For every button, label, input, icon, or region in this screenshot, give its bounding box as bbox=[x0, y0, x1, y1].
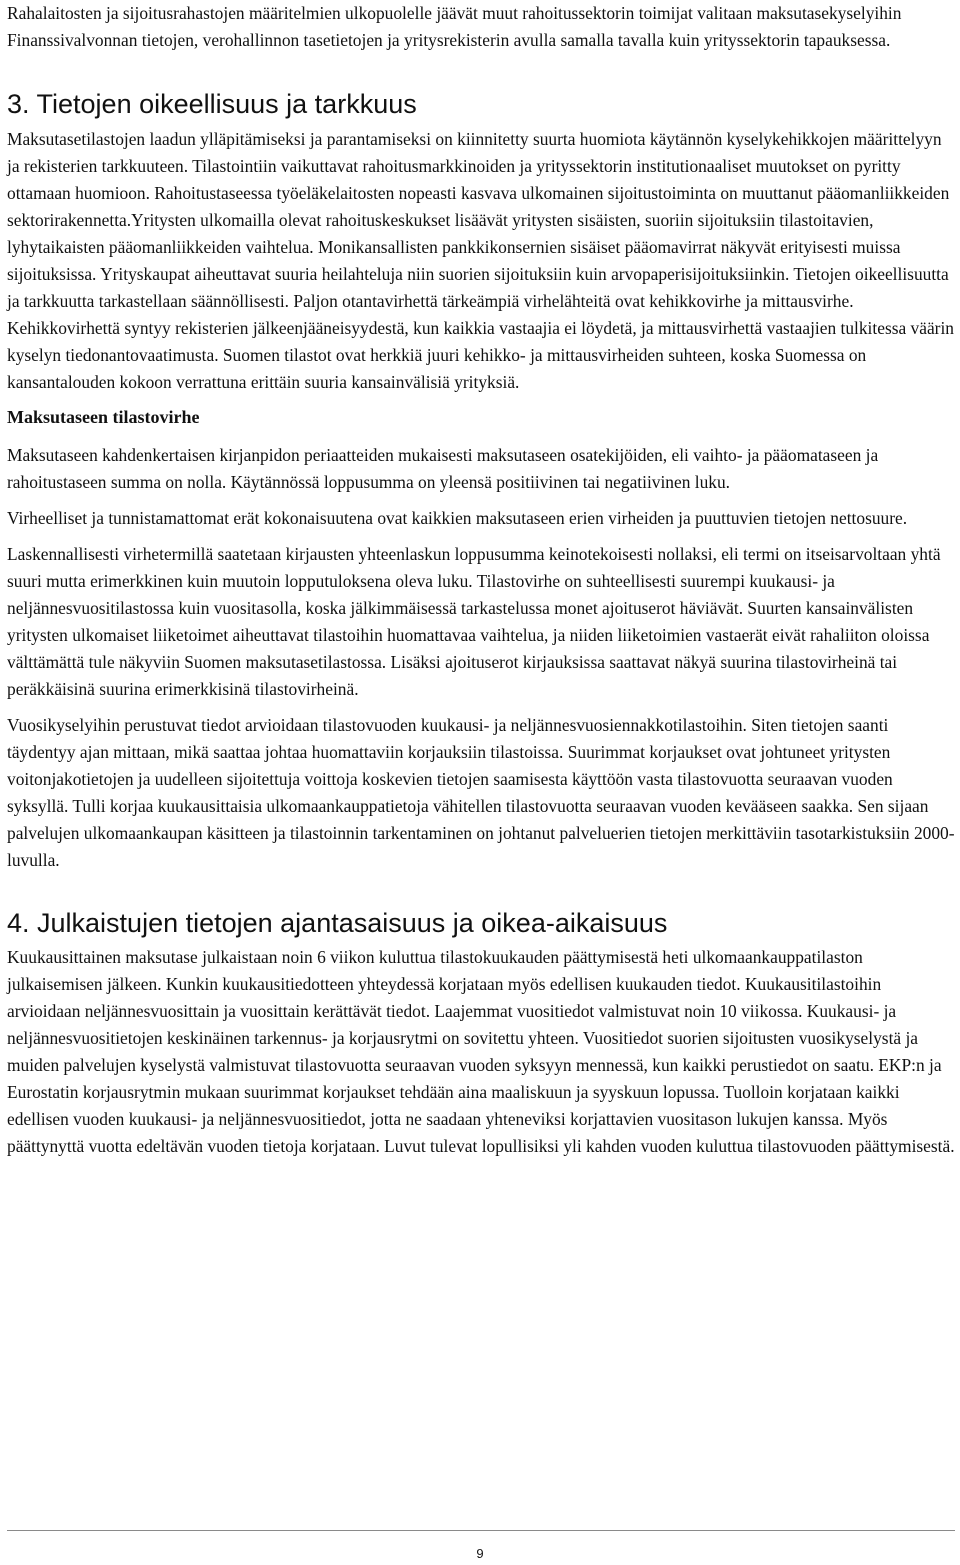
subsection-heading: Maksutaseen tilastovirhe bbox=[7, 407, 200, 427]
section-3-paragraph: Maksutasetilastojen laadun ylläpitämiseksi ja parantamiseksi on kiinnitetty suurta huomiota käytännön kyselykehikkojen määrittelyyn ja rekisterien tarkkuuteen. Tilastointiin vaikuttavat rahoitusmarkkinoiden ja yrityssektorin institutionaaliset muutokset on pyritty ottamaan huomioon. Rahoitustaseessa työeläkelaitosten nopeasti kasvava ulkomainen sijoitustoiminta on muuttanut pääomanliikkeiden sektorirakennetta.Yritysten ulkomailla olevat rahoituskeskukset lisäävät yritysten sisäisten, suoriin sijoituksiin tilastoitavien, lyhytaikaisten pääomanliikkeiden vaihtelua. Monikansallisten pankkikonsernien sisäiset pääomavirrat näkyvät erityisesti muissa sijoituksissa. Yrityskaupat aiheuttavat suuria heilahteluja niin suorien sijoituksiin kuin arvopaperisijoituksiinkin. Tietojen oikeellisuutta ja tarkkuutta tarkastellaan säännöllisesti. Paljon otantavirhettä tärkeämpiä virhelähteitä ovat kehikkovirhe ja mittausvirhe. Kehikkovirhettä syntyy rekisterien jälkeenjääneisyydestä, kun kaikkia vastaajia ei löydetä, ja mittausvirhettä vastaajien tulkitessa väärin kyselyn tiedonantovaatimusta. Suomen tilastot ovat herkkiä juuri kehikko- ja mittausvirheiden suhteen, koska Suomessa on kansantalouden kokoon verrattuna erittäin suuria kansainvälisiä yrityksiä. bbox=[7, 129, 954, 392]
page-number: 9 bbox=[476, 1546, 484, 1561]
section-4-heading: 4. Julkaistujen tietojen ajantasaisuus ja oikea-aikaisuus bbox=[7, 908, 668, 938]
page-content bbox=[7, 0, 957, 1160]
subsection-paragraph-3: Laskennallisesti virhetermillä saatetaan kirjausten yhteenlaskun loppusumma keinotekoisesti nollaksi, eli termi on itseisarvoltaan yhtä suuri mutta erimerkkinen kuin muutoin lopputuloksena oleva luku. Tilastovirhe on suhteellisesti suurempi kuukausi- ja neljännesvuositilastossa kuin vuositasolla, koska jälkimmäisessä tarkastelussa monet ajoituserot häviävät. Suurten kansainvälisten yritysten ulkomaiset liiketoimet aiheuttavat tilastoihin huomattavaa vaihtelua, ja niiden liiketoimien vastaerät eivät rahaliiton oloissa välttämättä tule näkyviin Suomen maksutasetilastossa. Lisäksi ajoituserot kirjauksissa saattavat näkyä suurina tilastovirheinä tai peräkkäisinä suurina erimerkkisinä tilastovirheinä. bbox=[7, 544, 941, 699]
subsection-paragraph-2: Virheelliset ja tunnistamattomat erät kokonaisuutena ovat kaikkien maksutaseen erien virheiden ja puuttuvien tietojen nettosuure. bbox=[7, 508, 908, 528]
footer-divider bbox=[7, 1530, 955, 1531]
subsection-paragraph-4: Vuosikyselyihin perustuvat tiedot arvioidaan tilastovuoden kuukausi- ja neljännesvuosiennakkotilastoihin. Siten tietojen saanti täydentyy ajan mittaan, mikä saattaa johtaa huomattaviin korjauksiin tilastoissa. Suurimmat korjaukset ovat johtuneet yritysten voitonjakotietojen ja uudelleen sijoitettuja voittoja koskevien tietojen saamisesta käyttöön vasta tilastovuotta seuraavan vuoden syksyllä. Tulli korjaa kuukausittaisia ulkomaankauppatietoja vähitellen tilastovuotta seuraavan vuoden kevääseen saakka. Sen sijaan palvelujen ulkomaankaupan käsitteen ja tilastoinnin tarkentaminen on johtanut palveluerien tietojen merkittäviin tasotarkistuksiin 2000-luvulla. bbox=[7, 715, 955, 870]
section-3-heading: 3. Tietojen oikeellisuus ja tarkkuus bbox=[7, 89, 417, 119]
subsection-paragraph-1: Maksutaseen kahdenkertaisen kirjanpidon periaatteiden mukaisesti maksutaseen osatekijöiden, eli vaihto- ja pääomataseen ja rahoitustaseen summa on nolla. Käytännössä loppusumma on yleensä positiivinen tai negatiivinen luku. bbox=[7, 445, 879, 492]
intro-paragraph: Rahalaitosten ja sijoitusrahastojen määritelmien ulkopuolelle jäävät muut rahoitussektorin toimijat valitaan maksutasekyselyihin Finanssivalvonnan tietojen, verohallinnon tasetietojen ja yritysrekisterin avulla samalla tavalla kuin yrityssektorin tapauksessa. bbox=[7, 3, 902, 50]
section-4-paragraph: Kuukausittainen maksutase julkaistaan noin 6 viikon kuluttua tilastokuukauden päättymisestä heti ulkomaankauppatilaston julkaisemisen jälkeen. Kunkin kuukausitiedotteen yhteydessä korjataan myös edellisen kuukauden tiedot. Kuukausitilastoihin arvioidaan neljännesvuosittain ja vuosittain kerättävät tiedot. Laajemmat vuositiedot valmistuvat noin 10 viikossa. Kuukausi- ja neljännesvuositietojen keskinäinen tarkennus- ja korjausrytmi on sovitettu yhteen. Vuositiedot suorien sijoitusten vuosikyselystä ja muiden palvelujen kyselystä valmistuvat tilastovuotta seuraavan vuoden syksyyn mennessä, kun kaikki perustiedot on saatu. EKP:n ja Eurostatin korjausrytmin mukaan suurimmat korjaukset tehdään aina maaliskuun ja syyskuun lopussa. Tuolloin korjataan kaikki edellisen vuoden kuukausi- ja neljännesvuositiedot, jotta ne saadaan yhteneviksi korjattavien vuositason lukujen kanssa. Myös päättynyttä vuotta edeltävän vuoden tietoja korjataan. Luvut tulevat lopullisiksi yli kahden vuoden kuluttua tilastovuoden päättymisestä. bbox=[7, 947, 955, 1156]
